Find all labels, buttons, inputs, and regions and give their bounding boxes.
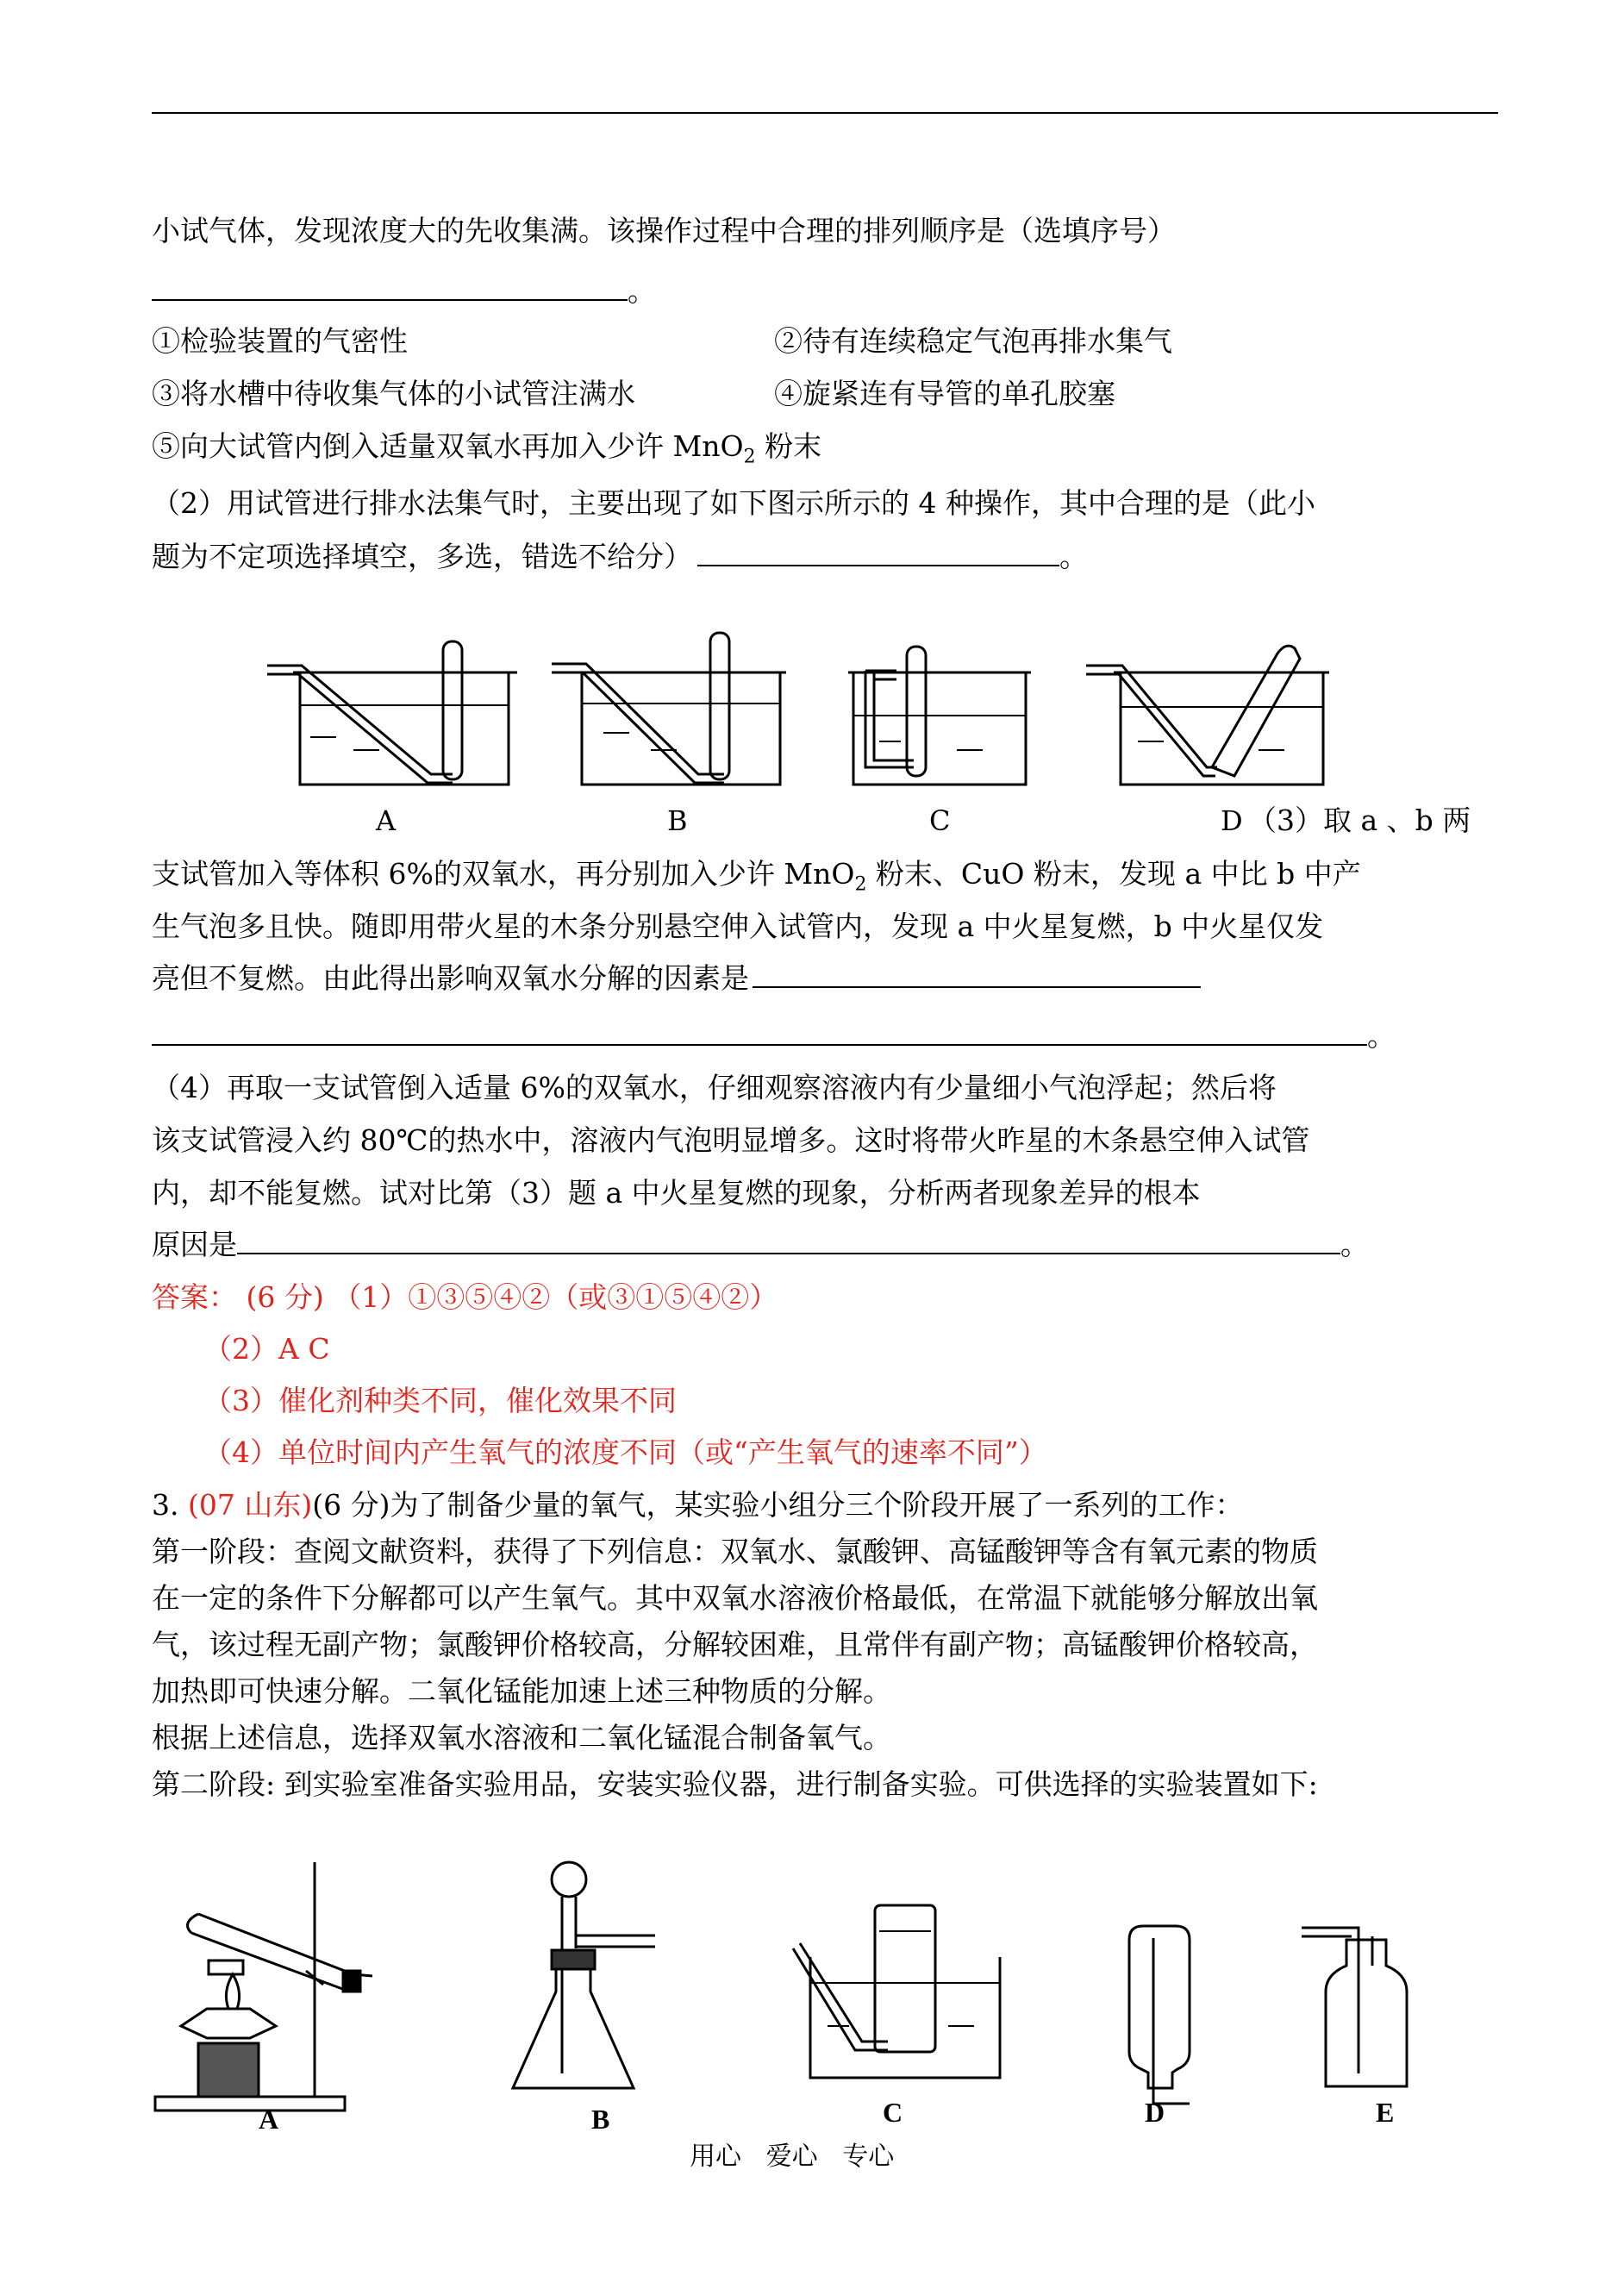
part3-blank-line: 。 bbox=[152, 1019, 1396, 1054]
water-collection-figures bbox=[259, 621, 1508, 802]
part3-line3: 生气泡多且快。随即用带火星的木条分别悬空伸入试管内，发现 a 中火星复燃，b 中火星仅发 bbox=[152, 910, 1324, 943]
app-label-e: E bbox=[1376, 2097, 1395, 2128]
part4-line1: （4）再取一支试管倒入适量 6%的双氧水，仔细观察溶液内有少量细小气泡浮起；然后将 bbox=[152, 1071, 1277, 1104]
option-5: ⑤向大试管内倒入适量双氧水再加入少许 MnO$_2$ 粉末 bbox=[152, 429, 822, 468]
answer-line4: （4）单位时间内产生氧气的浓度不同（或“产生氧气的速率不同”） bbox=[203, 1435, 1047, 1469]
part4-line4: 原因是 。 bbox=[152, 1228, 1369, 1261]
q3-line4: 气，该过程无副产物；氯酸钾价格较高，分解较困难，且常伴有副产物；高锰酸钾价格较高， bbox=[152, 1628, 1318, 1661]
fig-label-d: D bbox=[1221, 804, 1243, 837]
q3-source: (07 山东) bbox=[187, 1488, 313, 1522]
header-rule bbox=[152, 112, 1498, 114]
answer-blank[interactable] bbox=[237, 1229, 1340, 1254]
q3-line6: 根据上述信息，选择双氧水溶液和二氧化锰混合制备氧气。 bbox=[152, 1721, 891, 1754]
fig-label-c: C bbox=[929, 804, 951, 837]
app-label-a: A bbox=[259, 2104, 279, 2135]
part2-line2: 题为不定项选择填空，多选，错选不给分） 。 bbox=[152, 540, 1088, 573]
q2-line1: 小试气体，发现浓度大的先收集满。该操作过程中合理的排列顺序是（选填序号） bbox=[152, 214, 1176, 247]
apparatus-e bbox=[1302, 1928, 1407, 2086]
apparatus-a bbox=[155, 1862, 372, 2111]
part4-line2: 该支试管浸入约 80℃的热水中，溶液内气泡明显增多。这时将带火昨星的木条悬空伸入试管 bbox=[152, 1123, 1310, 1157]
setup-a bbox=[267, 641, 517, 785]
apparatus-figures bbox=[147, 1854, 1491, 2121]
setup-d bbox=[1086, 646, 1329, 785]
part3-line1: （3）取 a 、b 两 bbox=[1248, 804, 1471, 837]
part4-line3: 内，却不能复燃。试对比第（3）题 a 中火星复燃的现象，分析两者现象差异的根本 bbox=[152, 1176, 1201, 1210]
part2-line1: （2）用试管进行排水法集气时，主要出现了如下图示所示的 4 种操作，其中合理的是（此小 bbox=[152, 486, 1315, 520]
answer-line3: （3）催化剂种类不同，催化效果不同 bbox=[203, 1384, 677, 1417]
q3-line2: 第一阶段：查阅文献资料，获得了下列信息：双氧水、氯酸钾、高锰酸钾等含有氧元素的物质 bbox=[152, 1535, 1318, 1568]
app-label-b: B bbox=[591, 2104, 610, 2135]
page-footer: 用心 爱心 专心 bbox=[690, 2142, 895, 2172]
answer-blank[interactable] bbox=[152, 275, 628, 301]
setup-b bbox=[552, 633, 786, 785]
q3-line5: 加热即可快速分解。二氧化锰能加速上述三种物质的分解。 bbox=[152, 1674, 891, 1708]
q2-blank-line: 。 bbox=[152, 274, 656, 309]
answer-line1: 答案： (6 分) （1）①③⑤④②（或③①⑤④②） bbox=[152, 1280, 778, 1314]
fig-label-b: B bbox=[667, 804, 688, 837]
part3-line2: 支试管加入等体积 6%的双氧水，再分别加入少许 MnO$_2$ 粉末、CuO 粉末，发现 a 中比 b 中产 bbox=[152, 857, 1361, 896]
option-1: ①检验装置的气密性 bbox=[152, 324, 408, 358]
option-4: ④旋紧连有导管的单孔胶塞 bbox=[774, 377, 1115, 410]
apparatus-d bbox=[1129, 1926, 1190, 2104]
setup-c bbox=[848, 647, 1031, 785]
answer-line2: （2）A C bbox=[203, 1332, 330, 1366]
option-3: ③将水槽中待收集气体的小试管注满水 bbox=[152, 377, 635, 410]
apparatus-b bbox=[513, 1862, 655, 2088]
q3-line1: 3. (07 山东)(6 分)为了制备少量的氧气，某实验小组分三个阶段开展了一系列的工作： bbox=[152, 1488, 1244, 1522]
answer-blank[interactable] bbox=[697, 541, 1059, 566]
app-label-d: D bbox=[1145, 2097, 1165, 2128]
answer-blank[interactable] bbox=[152, 1020, 1367, 1046]
app-label-c: C bbox=[883, 2097, 903, 2128]
option-2: ②待有连续稳定气泡再排水集气 bbox=[774, 324, 1172, 358]
apparatus-c bbox=[793, 1905, 1000, 2078]
answer-blank[interactable] bbox=[753, 962, 1201, 988]
part3-line4: 亮但不复燃。由此得出影响双氧水分解的因素是 bbox=[152, 961, 1201, 996]
q3-line3: 在一定的条件下分解都可以产生氧气。其中双氧水溶液价格最低，在常温下就能够分解放出氧 bbox=[152, 1581, 1318, 1615]
fig-label-a: A bbox=[376, 804, 397, 837]
q3-line7: 第二阶段: 到实验室准备实验用品，安装实验仪器，进行制备实验。可供选择的实验装置如下: bbox=[152, 1767, 1318, 1801]
